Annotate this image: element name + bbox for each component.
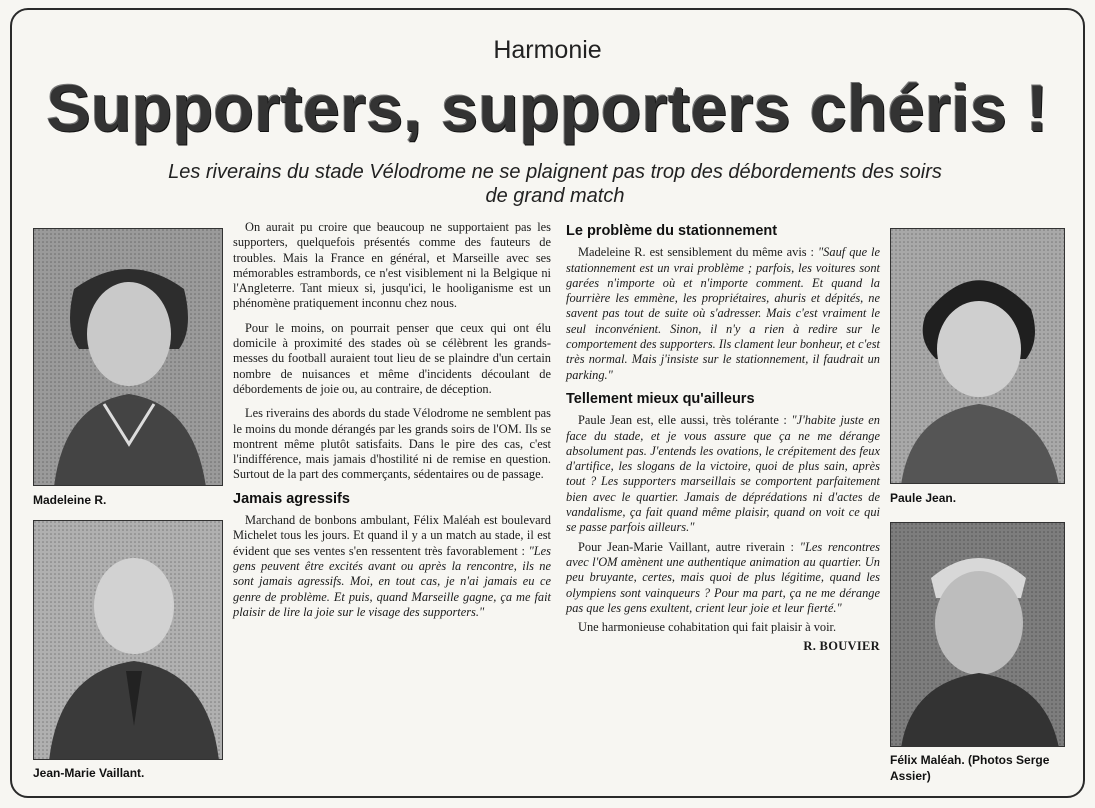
caption-jean-marie: Jean-Marie Vaillant. [33, 766, 145, 780]
subheading-tellement-mieux: Tellement mieux qu'ailleurs [566, 390, 755, 407]
quote: "Les rencontres avec l'OM amènent une authentique animation au quartier. Un peu bruyante, certes, mais quoi de plus légitime, quand les olympiens sont vainqueurs ? Pour ma part, ça ne me dérange pas que les gens exultent, crient leur joie et leur fierté." [566, 539, 880, 615]
paragraph [566, 540, 880, 616]
subheading-jamais-agressifs: Jamais agressifs [233, 490, 350, 507]
kicker: Harmonie [493, 36, 602, 64]
paragraph: Les riverains des abords du stade Vélodrome ne semblent pas le moins du monde dérangés par les grands soirs de l'OM. Ils se montrent même plutôt satisfaits. Dans le pire des cas, c'est l'indifférence, mais jamais d'hostilité ni de remise en question. Surtout de la part des commerçants, sédentaires ou de passage. [233, 406, 551, 482]
paragraph [566, 413, 880, 535]
paragraph: On aurait pu croire que beaucoup ne supportaient pas les supporters, quelquefois présentés comme des fauteurs de troubles. Mais la France en général, et Marseille avec ses mémorables estrambords, ce n'est visiblement ni la Belgique ni l'Angleterre. Tant mieux si, jusqu'ici, le hooliganisme est un phénomène pratiquement inconnu chez nous. [233, 220, 551, 311]
headline: Supporters, supporters chéris ! [46, 71, 1049, 145]
paragraph-intro: Madeleine R. est sensiblement du même avis : [578, 245, 818, 260]
paragraph-intro: Pour Jean-Marie Vaillant, autre riverain : [578, 539, 800, 554]
paragraph [566, 245, 880, 383]
paragraph [233, 513, 551, 620]
quote: "Les gens peuvent être excités avant ou après la rencontre, ils ne sont jamais agressifs. Moi, en tout cas, je n'ai jamais eu ce genre de problème. Et puis, quand Marseille gagne, ça me fait plaisir de lire la joie sur le visage des supporters." [233, 543, 551, 619]
portrait-illustration [891, 523, 1065, 747]
quote: "Sauf que le stationnement est un vrai problème ; parfois, les voitures sont garées n'importe où et n'importe comment. Et quand la fourrière les emmène, les propriétaires, ahuris et dépités, ne savent pas tout de suite où s'adresser. Mais c'est vraiment le seul inconvénient. Sinon, il n'y a rien à redire sur le comportement des supporters. Ils clament leur bonheur, et c'est très normal. Mais j'insiste sur le stationnement, il faudrait un parking." [566, 245, 880, 382]
photo-jean-marie [33, 520, 223, 760]
portrait-illustration [34, 521, 223, 760]
portrait-illustration [891, 229, 1065, 484]
article-column-1 [233, 220, 551, 624]
deck: Les riverains du stade Vélodrome ne se plaignent pas trop des débordements des soirs de grand match [168, 161, 942, 207]
photo-felix [890, 522, 1065, 747]
photo-madeleine [33, 228, 223, 486]
paragraph: Pour le moins, on pourrait penser que ceux qui ont élu domicile à proximité des stades où se célèbrent les grands-messes du football auraient tout lieu de se plaindre d'un certain nombre de nuisances et même d'incidents découlant de débordements de joie ou, au contraire, de déception. [233, 320, 551, 396]
caption-paule: Paule Jean. [890, 491, 957, 505]
paragraph: Une harmonieuse cohabitation qui fait plaisir à voir. [578, 620, 837, 635]
photo-paule [890, 228, 1065, 484]
paragraph-intro: Paule Jean est, elle aussi, très tolérante : [578, 413, 792, 428]
article-column-2 [566, 218, 880, 664]
portrait-illustration [34, 229, 223, 486]
quote: "J'habite juste en face du stade, et je vous assure que ça ne me dérange absolument pas. J'entends les ovations, le crépitement des feux d'artifice, les slogans de la victoire, quoi de plus sain, après tout ? Les supporters marseillais se comportent parfaitement bien avec le quartier. Jamais de déprédations ni d'actes de vandalisme, ça fait quand même plaisir, quand on voit ce qui se passe parfois ailleurs." [566, 413, 880, 535]
paragraph-intro: Marchand de bonbons ambulant, Félix Maléah est boulevard Michelet tous les jours. Et quand il y a un match au stade, il est évident que ses ventes s'en ressentent très favorablement : [233, 513, 551, 558]
subheading-stationnement: Le problème du stationnement [566, 223, 778, 239]
caption-felix: Félix Maléah. (Photos Serge Assier) [890, 753, 1050, 783]
byline: R. BOUVIER [803, 639, 880, 654]
caption-madeleine: Madeleine R. [33, 493, 107, 507]
